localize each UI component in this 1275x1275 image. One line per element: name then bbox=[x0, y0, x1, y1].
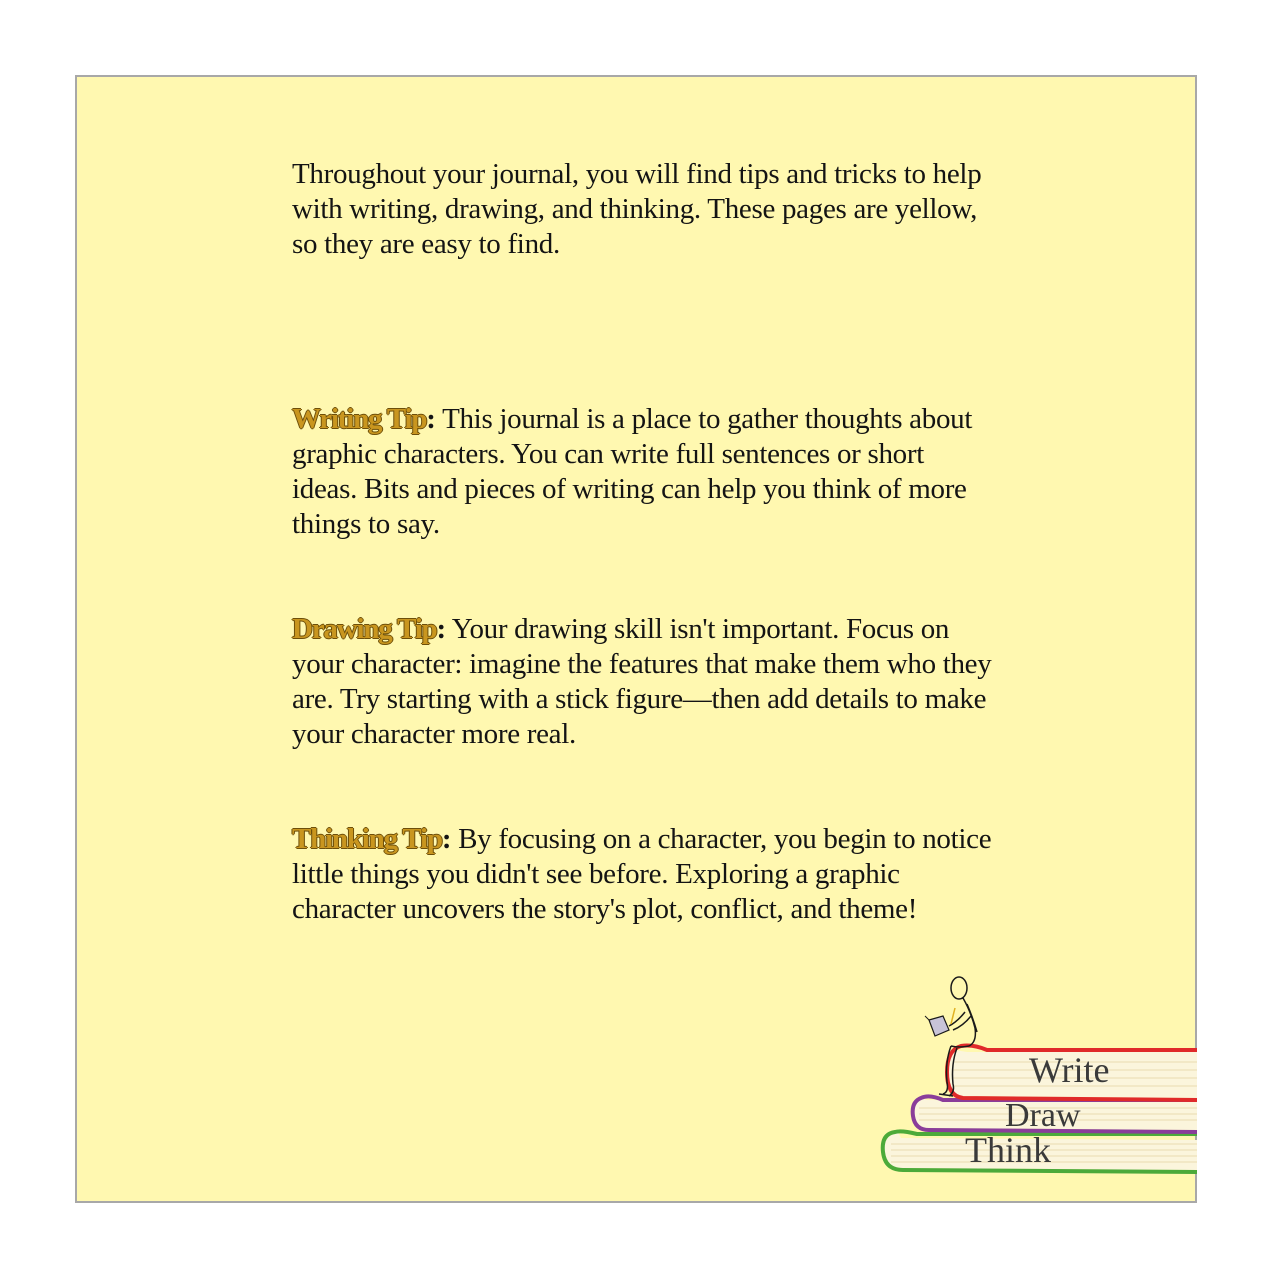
book-write-icon bbox=[947, 1046, 1197, 1101]
svg-text:Draw: Draw bbox=[1005, 1097, 1081, 1134]
thinking-tip-text: By focusing on a character, you begin to notice little things you didn't see before. Exploring a graphic character uncovers the story's plot, conflict, and theme! bbox=[292, 823, 992, 925]
book-draw-icon bbox=[913, 1096, 1197, 1134]
book-think-icon bbox=[883, 1130, 1197, 1172]
drawing-tip-label: Drawing Tip bbox=[292, 613, 437, 645]
thinking-tip bbox=[292, 822, 992, 927]
journal-page bbox=[75, 75, 1197, 1203]
drawing-tip-text: Your drawing skill isn't important. Focus on your character: imagine the features that make them who they are. Try starting with a stick figure—then add details to make your character more real. bbox=[292, 613, 992, 750]
drawing-tip-colon: : bbox=[436, 613, 446, 645]
writing-tip-label: Writing Tip bbox=[292, 403, 427, 435]
writing-tip-text: This journal is a place to gather thoughts about graphic characters. You can write full sentences or short ideas. Bits and pieces of writing can help you think of more things to say. bbox=[292, 403, 973, 540]
svg-text:Write: Write bbox=[1029, 1050, 1110, 1090]
writing-tip-colon: : bbox=[426, 403, 436, 435]
books-illustration bbox=[877, 972, 1199, 1182]
intro-paragraph: Throughout your journal, you will find tips and tricks to help with writing, drawing, and thinking. These pages are yellow, so they are easy to find. bbox=[292, 158, 982, 260]
thinking-tip-colon: : bbox=[441, 823, 452, 855]
svg-text:Think: Think bbox=[965, 1130, 1051, 1170]
drawing-tip bbox=[292, 612, 992, 752]
writing-tip bbox=[292, 402, 992, 542]
thinking-tip-label: Thinking Tip bbox=[292, 823, 442, 855]
